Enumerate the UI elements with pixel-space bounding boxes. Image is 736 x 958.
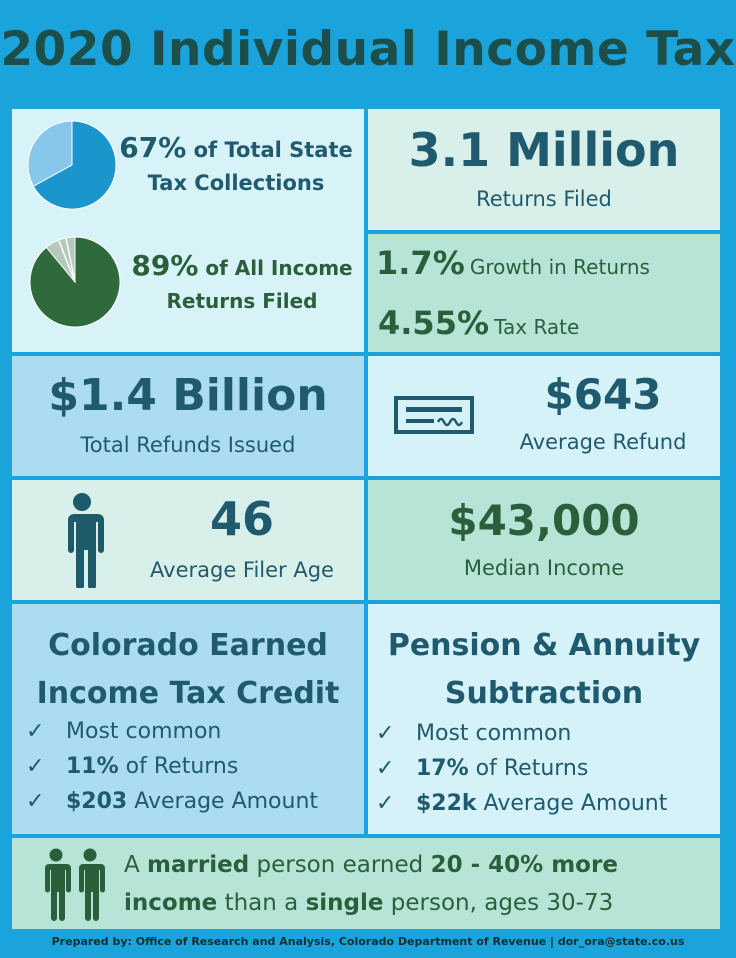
returns-filed-label: Returns Filed xyxy=(476,187,612,211)
returns-filed-value: 3.1 Million xyxy=(408,123,680,177)
check-icon: ✓ xyxy=(376,721,395,746)
average-refund-label: Average Refund xyxy=(519,430,687,454)
page-title: 2020 Individual Income Tax xyxy=(0,22,736,77)
check-icon: ✓ xyxy=(376,756,395,781)
income-returns-pie-icon xyxy=(28,235,122,329)
collections-line1: of Total State xyxy=(193,138,353,162)
check-icon: ✓ xyxy=(26,789,45,814)
total-refunds-value: $1.4 Billion xyxy=(48,370,328,421)
growth-rate-panel xyxy=(368,234,720,352)
collections-text xyxy=(116,131,356,200)
collections-pie-icon xyxy=(26,119,118,211)
eitc-panel xyxy=(12,604,364,834)
growth-value: 1.7% xyxy=(376,244,465,282)
growth-line xyxy=(376,244,650,282)
list-item: ✓ Most common xyxy=(26,714,318,749)
growth-label: Growth in Returns xyxy=(469,255,650,279)
filer-age-panel xyxy=(12,480,364,600)
income-returns-line1: of All Income xyxy=(205,256,353,280)
median-income-value: $43,000 xyxy=(448,496,640,545)
total-refunds-panel xyxy=(12,356,364,476)
married-panel xyxy=(12,838,720,929)
tax-rate-line xyxy=(378,304,579,342)
pension-title xyxy=(368,622,720,718)
filer-age-label: Average Filer Age xyxy=(150,558,334,582)
couple-icon xyxy=(40,848,106,922)
list-item: ✓ Most common xyxy=(376,716,667,751)
list-item: ✓ 17% of Returns xyxy=(376,751,667,786)
income-returns-text xyxy=(124,249,360,318)
income-returns-pct: 89% xyxy=(131,249,199,282)
pension-title-line2: Subtraction xyxy=(444,676,644,711)
tax-rate-label: Tax Rate xyxy=(494,315,580,339)
eitc-title-line2: Income Tax Credit xyxy=(36,676,340,711)
collections-pct: 67% xyxy=(119,131,187,164)
income-returns-line2: Returns Filed xyxy=(166,289,318,313)
total-refunds-label: Total Refunds Issued xyxy=(80,433,296,457)
list-item: ✓ $203 Average Amount xyxy=(26,784,318,819)
median-income-panel xyxy=(368,480,720,600)
eitc-title xyxy=(12,622,364,718)
average-refund-value: $643 xyxy=(544,370,662,419)
eitc-title-line1: Colorado Earned xyxy=(48,628,328,663)
person-icon xyxy=(58,492,106,588)
tax-rate-value: 4.55% xyxy=(378,304,490,342)
filer-age-value: 46 xyxy=(209,492,274,546)
returns-filed-panel xyxy=(368,109,720,230)
check-icon: ✓ xyxy=(26,719,45,744)
pension-title-line1: Pension & Annuity xyxy=(387,628,701,663)
check-icon: ✓ xyxy=(26,754,45,779)
pension-list xyxy=(376,716,667,821)
median-income-label: Median Income xyxy=(463,556,625,580)
check-icon: ✓ xyxy=(376,791,395,816)
check-payment-icon xyxy=(394,396,474,436)
list-item: ✓ $22k Average Amount xyxy=(376,786,667,821)
collections-line2: Tax Collections xyxy=(147,171,325,195)
footer-credit: Prepared by: Office of Research and Analysis, Colorado Department of Revenue | dor_ora@state.co.us xyxy=(51,935,685,948)
married-text: A married person earned 20 - 40% more income than a single person, ages 30-73 xyxy=(124,852,618,916)
list-item: ✓ 11% of Returns xyxy=(26,749,318,784)
collections-panel xyxy=(12,109,364,352)
eitc-list xyxy=(26,714,318,819)
average-refund-panel xyxy=(368,356,720,476)
pension-panel xyxy=(368,604,720,834)
